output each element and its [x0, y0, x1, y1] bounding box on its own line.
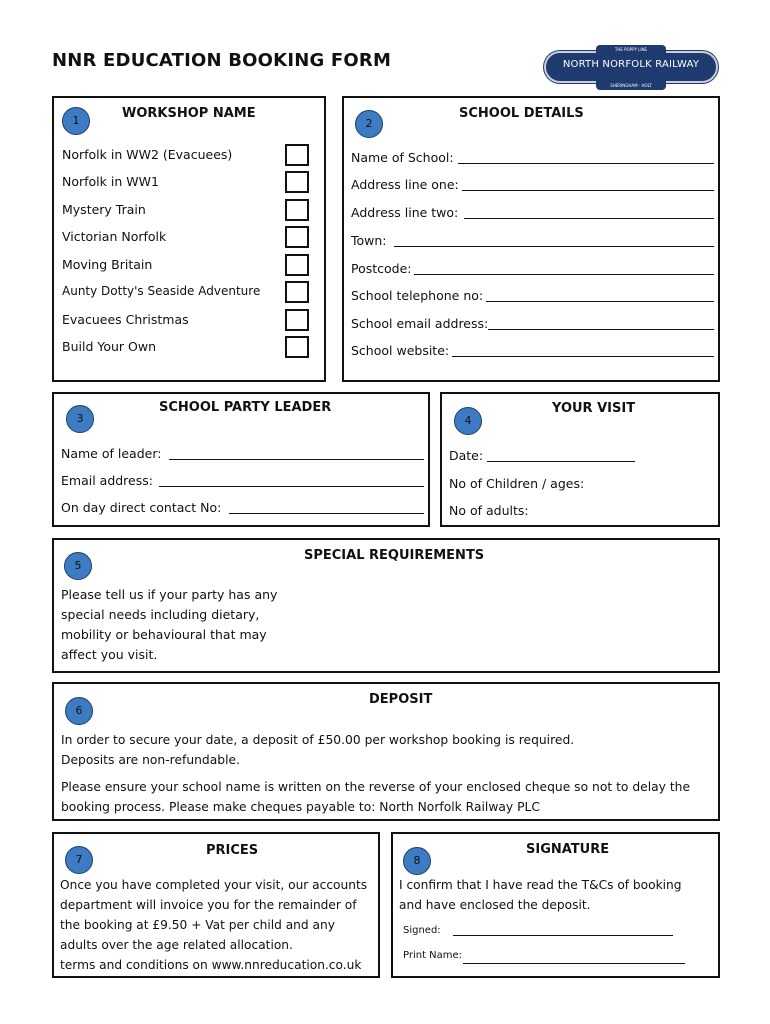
visit-field-label: No of Children / ages:: [449, 476, 585, 491]
town-field[interactable]: [394, 246, 714, 247]
workshop-checkbox[interactable]: [285, 226, 309, 248]
deposit-section: [52, 682, 720, 821]
special-requirements-section: [52, 538, 720, 673]
workshop-checkbox[interactable]: [285, 199, 309, 221]
school-email-field[interactable]: [488, 329, 714, 330]
workshop-option-label: Norfolk in WW1: [62, 174, 159, 189]
visit-date-field[interactable]: [487, 461, 635, 462]
deposit-text: In order to secure your date, a deposit of £50.00 per workshop booking is required. Deposits are non-refundable. Please ensure your school name is written on the reverse of your enclosed cheque so not to delay the booking process. Please make cheques payable to: North Norfolk Railway PLC: [61, 733, 691, 814]
workshop-checkbox[interactable]: [285, 281, 309, 303]
workshop-option-label: Norfolk in WW2 (Evacuees): [62, 147, 233, 162]
school-name-field[interactable]: [458, 163, 714, 164]
leader-field-label: On day direct contact No:: [61, 500, 222, 515]
section-heading: WORKSHOP NAME: [122, 106, 256, 121]
section-heading: SCHOOL PARTY LEADER: [159, 400, 332, 415]
special-requirements-text: Please tell us if your party has any special needs including dietary, mobility or behavioural that may affect you visit.: [61, 587, 278, 662]
workshop-checkbox[interactable]: [285, 171, 309, 193]
section-number-badge: 5: [64, 552, 92, 580]
address-line-one-field[interactable]: [462, 190, 714, 191]
section-heading: DEPOSIT: [369, 692, 433, 707]
section-number-badge: 2: [355, 110, 383, 138]
school-field-label: Postcode:: [351, 261, 412, 276]
leader-field-label: Email address:: [61, 473, 153, 488]
logo-top-text: THE POPPY LINE: [596, 45, 666, 54]
school-field-label: Town:: [351, 233, 387, 248]
school-details-section: [342, 96, 720, 382]
school-telephone-field[interactable]: [486, 301, 714, 302]
section-heading: SPECIAL REQUIREMENTS: [304, 548, 485, 563]
north-norfolk-railway-logo: [544, 45, 718, 90]
leader-email-field[interactable]: [159, 486, 424, 487]
school-field-label: Address line two:: [351, 205, 459, 220]
page-title: NNR EDUCATION BOOKING FORM: [52, 50, 392, 71]
workshop-checkbox[interactable]: [285, 144, 309, 166]
school-website-field[interactable]: [452, 356, 714, 357]
school-field-label: Name of School:: [351, 150, 454, 165]
print-name-label: Print Name:: [403, 950, 463, 961]
party-leader-section: [52, 392, 430, 527]
section-heading: SCHOOL DETAILS: [459, 106, 584, 121]
signature-section: [391, 832, 720, 978]
section-number-badge: 7: [65, 846, 93, 874]
section-heading: PRICES: [206, 843, 259, 858]
workshop-checkbox[interactable]: [285, 309, 309, 331]
workshop-option-label: Build Your Own: [62, 339, 156, 354]
workshop-checkbox[interactable]: [285, 336, 309, 358]
address-line-two-field[interactable]: [464, 218, 714, 219]
school-field-label: School website:: [351, 343, 450, 358]
section-number-badge: 3: [66, 405, 94, 433]
postcode-field[interactable]: [414, 274, 714, 275]
logo-name-text: NORTH NORFOLK RAILWAY: [562, 59, 700, 70]
signed-label: Signed:: [403, 925, 441, 936]
signature-confirmation-text: I confirm that I have read the T&Cs of booking and have enclosed the deposit.: [399, 878, 682, 912]
workshop-option-label: Evacuees Christmas: [62, 312, 189, 327]
workshop-option-label: Mystery Train: [62, 202, 146, 217]
section-number-badge: 8: [403, 847, 431, 875]
your-visit-section: [440, 392, 720, 527]
leader-name-field[interactable]: [169, 459, 424, 460]
section-heading: YOUR VISIT: [552, 401, 636, 416]
print-name-field[interactable]: [463, 963, 685, 964]
prices-section: [52, 832, 380, 978]
section-number-badge: 1: [62, 107, 90, 135]
visit-field-label: No of adults:: [449, 503, 529, 518]
workshop-option-label: Moving Britain: [62, 257, 153, 272]
leader-contact-number-field[interactable]: [229, 513, 424, 514]
visit-field-label: Date:: [449, 448, 484, 463]
school-field-label: School telephone no:: [351, 288, 484, 303]
workshop-section: [52, 96, 326, 382]
logo-bottom-text: SHERINGHAM - HOLT: [596, 81, 666, 90]
section-number-badge: 6: [65, 697, 93, 725]
workshop-option-label: Aunty Dotty's Seaside Adventure: [62, 284, 261, 298]
section-number-badge: 4: [454, 407, 482, 435]
prices-text: Once you have completed your visit, our accounts department will invoice you for the remainder of the booking at £9.50 + Vat per child and any adults over the age related allocation. terms and conditions on www.nnreducation.co.uk: [60, 878, 368, 972]
workshop-checkbox[interactable]: [285, 254, 309, 276]
leader-field-label: Name of leader:: [61, 446, 162, 461]
school-field-label: Address line one:: [351, 177, 459, 192]
school-field-label: School email address:: [351, 316, 489, 331]
signed-field[interactable]: [453, 935, 673, 936]
section-heading: SIGNATURE: [526, 842, 610, 857]
workshop-option-label: Victorian Norfolk: [62, 229, 167, 244]
